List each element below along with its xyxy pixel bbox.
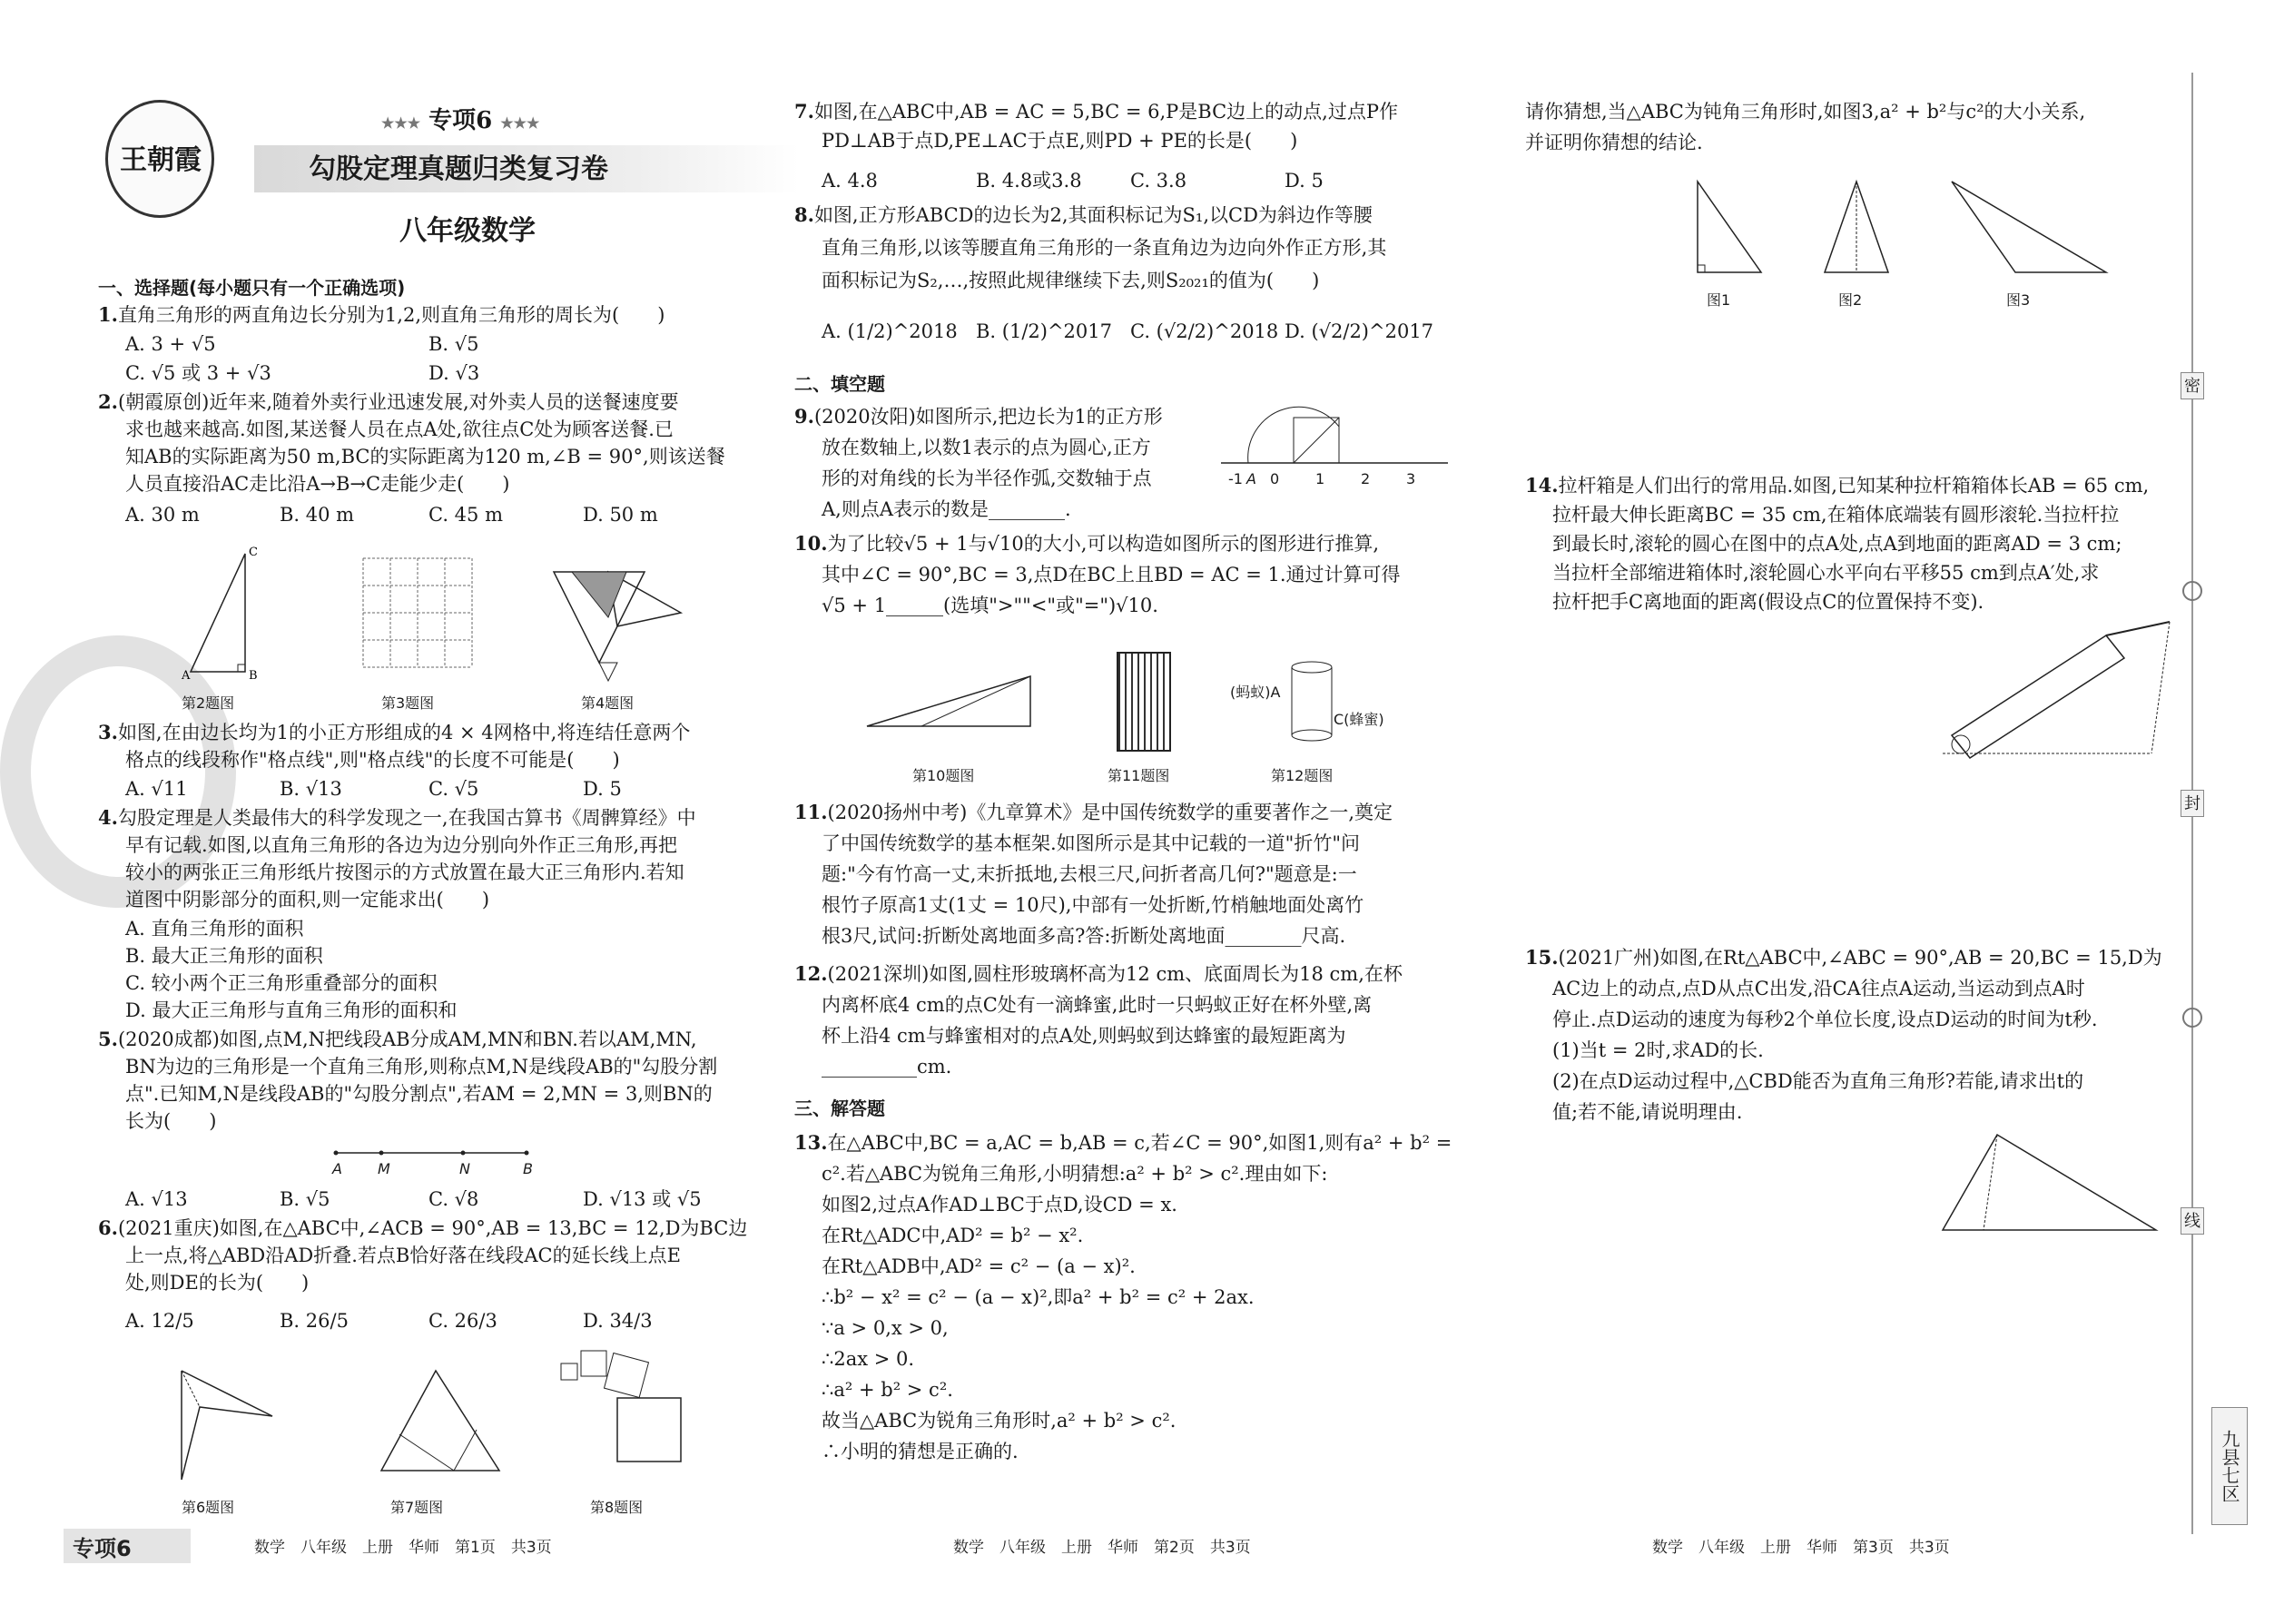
caption-fig8: 第8题图: [590, 1499, 644, 1516]
q7-line-1: [794, 98, 1398, 125]
q8-option-d: D. (√2/2)^2017: [1285, 320, 1434, 342]
q15-number: 15.: [1525, 946, 1559, 969]
q7-number: 7.: [794, 100, 814, 123]
section-heading-2: 二、填空题: [794, 373, 885, 395]
q2-line-4: 人员直接沿AC走比沿A→B→C走能少走( ): [125, 473, 510, 495]
district-box: [2211, 1407, 2248, 1525]
q3-line-1: [98, 719, 690, 746]
q5-line-2: BN为边的三角形是一个直角三角形,则称点M,N是线段AB的"勾股分割: [125, 1056, 718, 1078]
q7-option-c: C. 3.8: [1130, 170, 1187, 192]
q8-option-c: C. (√2/2)^2018: [1130, 320, 1279, 342]
q11-line-1: [794, 799, 1393, 826]
q12-line-1: [794, 960, 1403, 988]
seal-mark-2: 封: [2181, 790, 2204, 817]
q4-number: 4.: [98, 806, 118, 829]
q15-line-2: AC边上的动点,点D从点C出发,沿CA往点A运动,当运动到点A时: [1552, 978, 2085, 999]
figure-q3-grid: [363, 558, 472, 667]
subject-title: 八年级数学: [399, 215, 536, 247]
q12-line-2: 内离杯底4 cm的点C处有一滴蜂蜜,此时一只蚂蚁正好在杯外壁,离: [822, 994, 1373, 1016]
column-2: [794, 0, 1466, 1624]
caption-fig7: 第7题图: [390, 1499, 444, 1516]
q11-line-2: 了中国传统数学的基本框架.如图所示是其中记载的一道"折竹"问: [822, 832, 1360, 854]
q15-line-4: (1)当t = 2时,求AD的长.: [1552, 1039, 1764, 1061]
svg-text:C: C: [249, 546, 258, 559]
brand-logo: [105, 100, 214, 218]
q1-option-d: D. √3: [428, 362, 480, 384]
caption-fig4: 第4题图: [581, 694, 635, 712]
seg-label-n: N: [459, 1160, 470, 1177]
footer-label: 专项6: [73, 1536, 132, 1561]
q8-line-2: 直角三角形,以该等腰直角三角形的一条直角边为边向外作正方形,其: [822, 237, 1387, 259]
figure-13-3: [1943, 172, 2124, 281]
footer-page-2: 数学 八年级 上册 华师 第2页 共3页: [953, 1539, 1251, 1557]
punch-hole-1: [2182, 581, 2202, 601]
special-label: 专项6: [428, 107, 493, 134]
caption-fig12: 第12题图: [1271, 767, 1334, 784]
q14-line-2: 拉杆最大伸长距离BC = 35 cm,在箱体底端装有圆形滚轮.当拉杆拉: [1552, 504, 2120, 526]
figure-q15: [1934, 1126, 2170, 1244]
svg-text:B: B: [249, 669, 258, 683]
q15-line-6: 值;若不能,请说明理由.: [1552, 1101, 1743, 1123]
q5-line-3: 点".已知M,N是线段AB的"勾股分割点",若AM = 2,MN = 3,则BN的: [125, 1083, 713, 1105]
q8-line-3: 面积标记为S₂,…,按照此规律继续下去,则S₂₀₂₁的值为( ): [822, 270, 1320, 291]
q1-option-b: B. √5: [428, 333, 479, 355]
q5-option-c: C. √8: [428, 1188, 479, 1210]
q14-text-1: 拉杆箱是人们出行的常用品.如图,已知某种拉杆箱箱体长AB = 65 cm,: [1558, 475, 2150, 497]
q13-line-1: [794, 1129, 1452, 1156]
figure-q8: [545, 1343, 690, 1480]
footer-page-3: 数学 八年级 上册 华师 第3页 共3页: [1652, 1539, 1950, 1557]
q11-line-5: 根3尺,试问:折断处离地面多高?答:折断处离地面________尺高.: [822, 925, 1346, 947]
q5-option-b: B. √5: [280, 1188, 330, 1210]
q7-text-1: 如图,在△ABC中,AB = AC = 5,BC = 6,P是BC边上的动点,过点P作: [813, 101, 1398, 123]
figure-q2-triangle: [182, 545, 258, 683]
q3-option-d: D. 5: [583, 778, 622, 800]
seal-mark-3: 线: [2181, 1207, 2204, 1235]
caption-fig13-3: 图3: [2006, 291, 2031, 309]
q7-option-d: D. 5: [1285, 170, 1324, 192]
q14-line-5: 拉杆把手C离地面的距离(假设点C的位置保持不变).: [1552, 591, 1984, 613]
seg-label-a: A: [332, 1160, 342, 1177]
figure-13-1: [1679, 172, 1770, 281]
q2-text-1: (朝霞原创)近年来,随着外卖行业迅速发展,对外卖人员的送餐速度要: [117, 391, 679, 413]
seg-label-m: M: [378, 1160, 390, 1177]
q13-line-11: ∴小明的猜想是正确的.: [822, 1441, 1019, 1462]
q11-number: 11.: [794, 801, 828, 823]
q13-text-1: 在△ABC中,BC = a,AC = b,AB = c,若∠C = 90°,如图1,则有a² + b² =: [827, 1132, 1452, 1154]
q12-label-a: (蚂蚁)A: [1230, 684, 1281, 701]
q12-line-3: 杯上沿4 cm与蜂蜜相对的点A处,则蚂蚁到达蜂蜜的最短距离为: [822, 1025, 1346, 1047]
axis-label-0: 0: [1270, 470, 1280, 487]
q12-number: 12.: [794, 962, 828, 985]
q2-option-c: C. 45 m: [428, 504, 503, 526]
q13-line-9: ∴a² + b² > c².: [822, 1379, 953, 1401]
q2-option-a: A. 30 m: [125, 504, 200, 526]
axis-label-3: 3: [1406, 470, 1416, 487]
q2-option-d: D. 50 m: [583, 504, 658, 526]
district-text: 九县七区: [2219, 1430, 2240, 1502]
q3-number: 3.: [98, 721, 118, 743]
q6-text-1: (2021重庆)如图,在△ABC中,∠ACB = 90°,AB = 13,BC = 12,D为BC边: [117, 1217, 748, 1239]
q8-option-b: B. (1/2)^2017: [976, 320, 1113, 342]
q10-line-3: √5 + 1______(选填">""<"或"=")√10.: [822, 595, 1158, 616]
q9-line-4: A,则点A表示的数是________.: [822, 498, 1071, 520]
caption-fig3: 第3题图: [381, 694, 435, 712]
q4-text-1: 勾股定理是人类最伟大的科学发现之一,在我国古算书《周髀算经》中: [117, 807, 696, 829]
q4-line-3: 较小的两张正三角形纸片按图示的方式放置在最大正三角形内.若知: [125, 861, 684, 883]
q4-option-b: B. 最大正三角形的面积: [125, 945, 323, 967]
caption-fig13-1: 图1: [1707, 291, 1731, 309]
q1-text: 直角三角形的两直角边长分别为1,2,则直角三角形的周长为( ): [117, 304, 665, 326]
q11-line-4: 根竹子原高1丈(1丈 = 10尺),中部有一处折断,竹梢触地面处离竹: [822, 894, 1364, 916]
column-3: [1525, 0, 2179, 1624]
q14-line-1: [1525, 472, 2149, 499]
figure-q9-number-line: [1221, 399, 1457, 481]
q13-cont-line-1: 请你猜想,当△ABC为钝角三角形时,如图3,a² + b²与c²的大小关系,: [1525, 101, 2086, 123]
q8-number: 8.: [794, 203, 814, 226]
q5-text-1: (2020成都)如图,点M,N把线段AB分成AM,MN和BN.若以AM,MN,: [117, 1029, 697, 1050]
q8-text-1: 如图,正方形ABCD的边长为2,其面积标记为S₁,以CD为斜边作等腰: [813, 204, 1373, 226]
seg-label-b: B: [523, 1160, 533, 1177]
axis-label-a: A: [1246, 470, 1256, 487]
stars-left: ★★★: [381, 114, 421, 132]
q12-text-1: (2021深圳)如图,圆柱形玻璃杯高为12 cm、底面周长为18 cm,在杯: [827, 963, 1403, 985]
q14-line-3: 到最长时,滚轮的圆心在图中的点A处,点A到地面的距离AD = 3 cm;: [1552, 533, 2122, 555]
q3-option-a: A. √11: [125, 778, 188, 800]
caption-fig10: 第10题图: [912, 767, 975, 784]
figure-q5-segment: [336, 1144, 536, 1180]
q10-text-1: 为了比较√5 + 1与√10的大小,可以构造如图所示的图形进行推算,: [827, 533, 1380, 555]
q2-line-2: 求也越来越高.如图,某送餐人员在点A处,欲往点C处为顾客送餐.已: [125, 418, 674, 440]
section-heading-3: 三、解答题: [794, 1097, 885, 1119]
axis-label-2: 2: [1361, 470, 1371, 487]
q6-option-a: A. 12/5: [125, 1310, 194, 1332]
q13-line-4: 在Rt△ADC中,AD² = b² − x².: [822, 1225, 1084, 1246]
caption-fig6: 第6题图: [182, 1499, 235, 1516]
q2-line-1: [98, 389, 679, 416]
q15-line-5: (2)在点D运动过程中,△CBD能否为直角三角形?若能,请求出t的: [1552, 1070, 2084, 1092]
svg-text:A: A: [182, 669, 191, 683]
q9-number: 9.: [794, 405, 814, 428]
q9-line-2: 放在数轴上,以数1表示的点为圆心,正方: [822, 437, 1151, 458]
q9-text-1: (2020汝阳)如图所示,把边长为1的正方形: [813, 406, 1163, 428]
q15-text-1: (2021广州)如图,在Rt△ABC中,∠ABC = 90°,AB = 20,BC = 15,D为: [1558, 947, 2162, 969]
q13-line-10: 故当△ABC为锐角三角形时,a² + b² > c².: [822, 1410, 1177, 1432]
q13-cont-line-2: 并证明你猜想的结论.: [1525, 132, 1703, 153]
q10-number: 10.: [794, 532, 828, 555]
q13-line-2: c².若△ABC为锐角三角形,小明猜想:a² + b² > c².理由如下:: [822, 1163, 1328, 1185]
main-title: 勾股定理真题归类复习卷: [309, 153, 608, 185]
q3-option-b: B. √13: [280, 778, 342, 800]
q6-option-b: B. 26/5: [280, 1310, 349, 1332]
q11-text-1: (2020扬州中考)《九章算术》是中国传统数学的重要著作之一,奠定: [827, 802, 1393, 823]
q4-line-1: [98, 804, 696, 832]
q4-line-2: 早有记载.如图,以直角三角形的各边为边分别向外作正三角形,再把: [125, 834, 678, 856]
q4-option-a: A. 直角三角形的面积: [125, 918, 304, 940]
seal-mark-1: 密: [2181, 372, 2204, 399]
figure-q6: [172, 1362, 281, 1489]
q8-option-a: A. (1/2)^2018: [822, 320, 958, 342]
punch-hole-2: [2182, 1008, 2202, 1028]
q10-line-2: 其中∠C = 90°,BC = 3,点D在BC上且BD = AC = 1.通过计算可得: [822, 564, 1401, 586]
q5-option-a: A. √13: [125, 1188, 188, 1210]
q11-line-3: 题:"今有竹高一丈,末折抵地,去根三尺,问折者高几何?"题意是:一: [822, 863, 1357, 885]
q6-line-2: 上一点,将△ABD沿AD折叠.若点B恰好落在线段AC的延长线上点E: [125, 1245, 681, 1266]
caption-fig13-2: 图2: [1838, 291, 1863, 309]
figure-q7: [372, 1362, 508, 1480]
q4-option-d: D. 最大正三角形与直角三角形的面积和: [125, 999, 458, 1021]
q6-option-c: C. 26/3: [428, 1310, 497, 1332]
q6-line-3: 处,则DE的长为( ): [125, 1272, 310, 1294]
figure-q14-luggage: [1943, 617, 2179, 772]
q13-line-6: ∴b² − x² = c² − (a − x)²,即a² + b² = c² + 2ax.: [822, 1286, 1255, 1308]
q5-option-d: D. √13 或 √5: [583, 1188, 702, 1210]
q5-line-1: [98, 1026, 697, 1053]
q2-number: 2.: [98, 390, 118, 413]
q6-line-1: [98, 1215, 747, 1242]
footer-page-1: 数学 八年级 上册 华师 第1页 共3页: [254, 1539, 552, 1557]
column-1: [73, 0, 772, 1624]
q6-number: 6.: [98, 1216, 118, 1239]
q14-line-4: 当拉杆全部缩进箱体时,滚轮圆心水平向右平移55 cm到点A′处,求: [1552, 562, 2100, 584]
q2-line-3: 知AB的实际距离为50 m,BC的实际距离为120 m,∠B = 90°,则该送餐: [125, 446, 725, 468]
q5-line-4: 长为( ): [125, 1110, 217, 1132]
q12-line-4: __________cm.: [822, 1056, 952, 1078]
q1-option-c: C. √5 或 3 + √3: [125, 362, 271, 384]
q8-line-1: [794, 202, 1373, 229]
q7-option-a: A. 4.8: [822, 170, 878, 192]
q14-number: 14.: [1525, 474, 1559, 497]
q10-line-1: [794, 530, 1379, 557]
q2-option-b: B. 40 m: [280, 504, 355, 526]
question-1: [98, 301, 665, 329]
special-label-row: [381, 107, 539, 137]
q7-line-2: PD⊥AB于点D,PE⊥AC于点E,则PD + PE的长是( ): [822, 130, 1298, 152]
q3-text-1: 如图,在由边长均为1的小正方形组成的4 × 4网格中,将连结任意两个: [117, 722, 691, 743]
q3-line-2: 格点的线段称作"格点线",则"格点线"的长度不可能是( ): [125, 749, 620, 771]
q9-line-3: 形的对角线的长为半径作弧,交数轴于点: [822, 468, 1152, 489]
q1-option-a: A. 3 + √5: [125, 333, 216, 355]
q15-line-1: [1525, 944, 2162, 971]
axis-label-neg1: -1: [1228, 470, 1243, 487]
q15-line-3: 停止.点D运动的速度为每秒2个单位长度,设点D运动的时间为t秒.: [1552, 1009, 2098, 1030]
logo-text: 王朝霞: [120, 144, 202, 176]
caption-fig2: 第2题图: [182, 694, 235, 712]
q13-line-3: 如图2,过点A作AD⊥BC于点D,设CD = x.: [822, 1194, 1177, 1216]
figure-q4-triangles: [545, 563, 690, 690]
q7-option-b: B. 4.8或3.8: [976, 170, 1082, 192]
q1-number: 1.: [98, 303, 118, 326]
q5-number: 5.: [98, 1028, 118, 1050]
figure-13-2: [1816, 172, 1906, 281]
q4-option-c: C. 较小两个正三角形重叠部分的面积: [125, 972, 438, 994]
q13-line-7: ∵a > 0,x > 0,: [822, 1317, 949, 1339]
axis-label-1: 1: [1315, 470, 1325, 487]
q9-line-1: [794, 403, 1163, 430]
q3-option-c: C. √5: [428, 778, 479, 800]
caption-fig11: 第11题图: [1108, 767, 1170, 784]
q13-number: 13.: [794, 1131, 828, 1154]
q13-line-5: 在Rt△ADB中,AD² = c² − (a − x)².: [822, 1255, 1136, 1277]
stars-right: ★★★: [500, 114, 540, 132]
figure-q10: [858, 667, 1039, 740]
q12-label-c: C(蜂蜜): [1334, 711, 1384, 728]
q4-line-4: 道图中阴影部分的面积,则一定能求出( ): [125, 889, 490, 910]
figure-q12-cylinder: [1275, 658, 1348, 749]
q13-line-8: ∴2ax > 0.: [822, 1348, 915, 1370]
q6-option-d: D. 34/3: [583, 1310, 653, 1332]
section-heading-1: 一、选择题(每小题只有一个正确选项): [98, 277, 406, 299]
figure-q11-scroll: [1117, 652, 1171, 752]
